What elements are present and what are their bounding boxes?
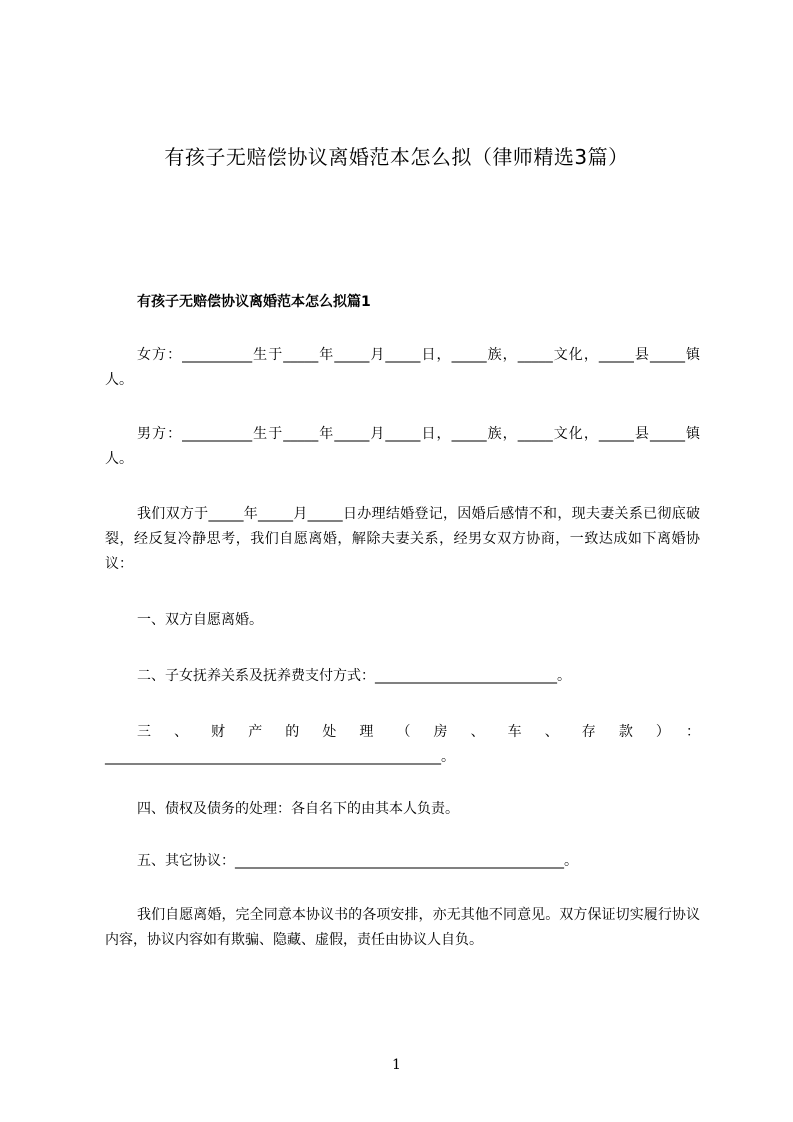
party-female-paragraph: 女方：__________生于_____年_____月_____日，_____族，_____文化，_____县_____镇人。	[105, 347, 700, 388]
clause-2-paragraph: 二、子女抚养关系及抚养费支付方式：__________________________。	[137, 668, 571, 684]
marriage-statement-paragraph: 我们双方于_____年_____月_____日办理结婚登记，因婚后感情不和，现夫妻关系已彻底破裂，经反复冷静思考，我们自愿离婚，解除夫妻关系，经男女双方协商，一致达成如下离婚协议：	[105, 506, 700, 572]
document-title: 有孩子无赔偿协议离婚范本怎么拟（律师精选3篇）	[164, 145, 629, 169]
clause-4-paragraph: 四、债权及债务的处理：各自名下的由其本人负责。	[137, 801, 459, 817]
page-number: 1	[392, 1057, 401, 1073]
closing-statement-paragraph: 我们自愿离婚，完全同意本协议书的各项安排，亦无其他不同意见。双方保证切实履行协议内容，协议内容如有欺骗、隐藏、虚假，责任由协议人自负。	[105, 907, 700, 948]
clause-1-paragraph: 一、双方自愿离婚。	[137, 612, 263, 628]
clause-5-paragraph: 五、其它协议：_______________________________________________。	[137, 853, 578, 869]
party-male-paragraph: 男方：__________生于_____年_____月_____日，_____族，_____文化，_____县_____镇人。	[105, 426, 700, 467]
section-title: 有孩子无赔偿协议离婚范本怎么拟篇1	[137, 294, 371, 310]
clause-3-paragraph: 三、财产的处理（房、车、存款）：________________________________________________。	[105, 724, 700, 765]
